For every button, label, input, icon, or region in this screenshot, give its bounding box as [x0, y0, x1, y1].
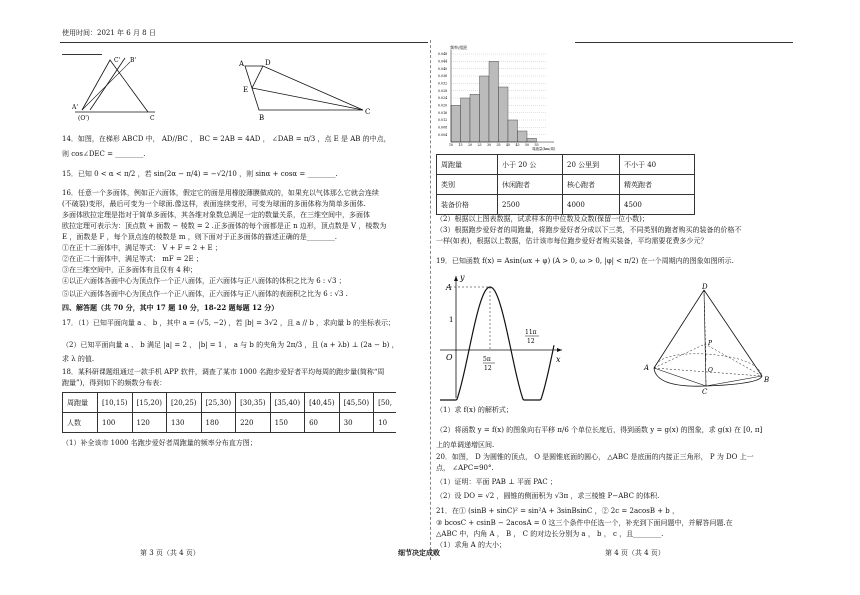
- hist-bar: [470, 94, 480, 142]
- q16-option-5: ⑤以正六面体各面中心为顶点作一个正八面体，正六面体与正八面体的表面积之比为 6 : √3 .: [62, 290, 348, 298]
- q20-line1: 20．如图， D 为圆锥的顶点， O 是圆锥底面的圆心， △ABC 是底面的内接正三角形， P 为 DO 上一: [436, 453, 754, 461]
- fig1-label-a-prime: A': [72, 104, 78, 111]
- sine-graph: [436, 270, 566, 402]
- q16-line5: E ，面数是 F ，每个顶点连的棱数是 m ，则下面对于正多面体的描述正确的是________.: [62, 233, 337, 241]
- sine-label-1: 1: [449, 316, 454, 324]
- hist-x-tick-label: 55: [534, 143, 539, 147]
- header-rule-left: [60, 42, 428, 43]
- sine-axis-y: y: [460, 273, 465, 282]
- hist-x-tick-label: 10: [449, 143, 454, 147]
- fig2-label-e: E: [243, 86, 249, 94]
- q17-part1: 17．（1）已知平面向量 a 、 b ，其中 a = (√5, −2) ，若 |b| = 3√2 ，且 a // b ，求向量 b 的坐标表示；: [62, 319, 396, 327]
- table-cell: 60: [305, 413, 340, 433]
- fig2-label-a: A: [239, 60, 245, 68]
- table-cell: 120: [132, 413, 167, 433]
- hist-bar: [499, 87, 509, 142]
- hist-y-tick-label: 0.012: [438, 118, 448, 123]
- hist-bar: [508, 120, 518, 142]
- cone-label-d: D: [702, 283, 708, 291]
- table-cell: [50,: [374, 393, 396, 413]
- q16-option-3: ③在三维空间中，正多面体有且仅有 4 种；: [62, 266, 197, 274]
- table-cell: 核心跑者: [563, 175, 620, 195]
- q18-part3-line2: 一样(如表)，根据以上数据，估计该市每位跑步爱好者购买装备，平均需要花费多少元？: [436, 237, 708, 245]
- triangle-figure-1: [70, 52, 160, 122]
- table-cell: 不小于 40: [620, 155, 695, 175]
- hist-y-tick-label: 0.024: [438, 96, 448, 101]
- page-footer-right: 第 4 页（共 4 页）: [605, 549, 665, 557]
- table-cell: [10,15): [98, 393, 133, 413]
- page-footer-center: 细节决定成败: [398, 548, 440, 557]
- q18-part3-line1: （3）根据跑步爱好者的周跑量，将跑步爱好者分成以下三类，不同类别的跑者购买的装备的价格不: [436, 226, 742, 234]
- sine-tick-5pi-denom: 12: [484, 365, 492, 372]
- q19-part2-end: 上的单调递增区间.: [436, 441, 495, 449]
- fig2-label-c: C: [365, 108, 371, 116]
- table-cell: 2500: [498, 195, 563, 215]
- hist-x-tick-label: 45: [515, 143, 520, 147]
- hist-y-tick-label: 0.020: [438, 103, 448, 108]
- frequency-histogram: [436, 44, 556, 152]
- hist-y-tick-label: 0.016: [438, 110, 448, 115]
- hist-ylabel: 频率/组距: [450, 45, 468, 50]
- q15: 15．已知 0 < α < π/2 ，若 sin(2α − π/4) = −√2/10 ，则 sinα + cosα = ________.: [62, 170, 338, 178]
- cone-figure: [640, 282, 780, 394]
- fig1-label-c-prime: C': [114, 57, 121, 64]
- cone-label-o: O: [708, 367, 713, 374]
- hist-x-tick-label: 15: [458, 143, 463, 147]
- hist-bar: [480, 76, 490, 142]
- fig1-label-c: C: [150, 115, 155, 122]
- hist-y-tick-label: 0.040: [438, 66, 448, 71]
- cone-label-a: A: [644, 364, 650, 372]
- hist-bar: [518, 131, 528, 142]
- hist-y-tick-label: 0.004: [438, 132, 448, 137]
- hist-y-tick-label: 0.048: [438, 52, 448, 57]
- hist-x-tick-label: 35: [496, 143, 501, 147]
- table-row: [63, 393, 397, 413]
- fig1-label-o-prime: (O'): [78, 115, 90, 122]
- q21-line3: △ABC 中，内角 A ， B ， C 的对边长分别为 a ， b ， c ，且________.: [436, 530, 664, 538]
- table-cell: 人数: [63, 413, 98, 433]
- q19-part2: （2）将函数 y = f(x) 的图象向右平移 π/6 个单位长度后，得到函数 y = g(x) 的图象，求 g(x) 在 [0, π]: [436, 426, 763, 434]
- q21-line2: ③ bcosC + csinB − 2acosA = 0 这三个条件中任选一个，补充到下面问题中，并解答问题.在: [436, 519, 733, 527]
- table-cell: 4500: [620, 195, 695, 215]
- table-cell: [25,30): [201, 393, 236, 413]
- q18-part2: （2）根据以上图表数据，试求样本的中位数及众数(保留一位小数)；: [436, 215, 649, 223]
- sine-origin: O: [446, 353, 453, 362]
- page-divider: [430, 40, 431, 560]
- table-cell: 4000: [563, 195, 620, 215]
- table-row: [437, 155, 695, 175]
- q20-line2: 点， ∠APC=90°.: [436, 464, 494, 472]
- table-cell: [20,25): [167, 393, 202, 413]
- hist-y-tick-label: 0.036: [438, 74, 448, 79]
- q16-line1: 16．任意一个多面体，例如正六面体，假定它的面是用橡胶薄膜做成的，如果充以气体那么它就会连续: [62, 189, 379, 197]
- fig2-label-d: D: [265, 59, 271, 67]
- q19-part1: （1）求 f(x) 的解析式；: [436, 406, 513, 414]
- table-cell: 30: [339, 413, 374, 433]
- q16-line3: 多面体欧拉定理是指对于简单多面体，其各维对象数总满足一定的数量关系，在三维空间中，多面体: [62, 211, 370, 219]
- page-footer-left: 第 3 页（共 4 页）: [140, 549, 200, 557]
- sine-axis-x: x: [556, 355, 561, 364]
- q16-line2: (不破裂)变形，最后可变为一个球面.像这样，表面连续变形，可变为球面的多面体称为简单多面体.: [62, 200, 366, 208]
- hist-bar: [451, 105, 461, 142]
- table-cell: [40,45): [305, 393, 340, 413]
- table-cell: [45,50): [339, 393, 374, 413]
- hist-bar: [461, 98, 471, 142]
- table-cell: [35,40): [270, 393, 305, 413]
- hist-x-tick-label: 30: [487, 143, 492, 147]
- trapezoid-figure: [235, 54, 375, 124]
- q20-part2: （2）设 DO = √2 ，圆锥的侧面积为 √3π ，求三棱锥 P−ABC 的体积.: [436, 492, 660, 500]
- sine-label-a: A: [446, 283, 452, 292]
- table-cell: 精英跑者: [620, 175, 695, 195]
- q17-part2: （2）已知平面向量 a 、 b 满足 |a| = 2 ， |b| = 1 ， a 与 b 的夹角为 2π/3 ，且 (a + λb) ⊥ (2a − b) ，: [62, 341, 399, 349]
- table-cell: 180: [201, 413, 236, 433]
- hist-y-tick-label: 0.044: [438, 59, 448, 64]
- table-cell: 小于 20 公: [498, 155, 563, 175]
- table-cell: 周跑量: [437, 155, 498, 175]
- table-row: [437, 175, 695, 195]
- q14-line1: 14．如图，在梯形 ABCD 中， AD//BC ， BC = 2AB = 4AD ， ∠DAB = π/3 ，点 E 是 AB 的中点，: [62, 135, 391, 143]
- equipment-price-table: [436, 154, 695, 215]
- table-cell: [30,35): [236, 393, 271, 413]
- q16-option-2: ②在正二十面体中，满足等式： mF = 2E ；: [62, 255, 203, 263]
- table-cell: 130: [167, 413, 202, 433]
- hist-bar: [527, 138, 537, 142]
- exam-date: 使用时间：2021 年 6 月 8 日: [62, 29, 156, 37]
- table-cell: 20 公里到: [563, 155, 620, 175]
- table-row: [63, 413, 397, 433]
- hist-bar: [489, 61, 499, 142]
- q21-part1: （1）求角 A 的大小；: [436, 541, 506, 549]
- sine-tick-11pi: 11π: [525, 329, 537, 336]
- hist-y-tick-label: 0.028: [438, 88, 448, 93]
- table-cell: [15,20): [132, 393, 167, 413]
- table-cell: 周跑量: [63, 393, 98, 413]
- table-cell: 装备价格: [437, 195, 498, 215]
- table-cell: 100: [98, 413, 133, 433]
- q17-part2-end: 求 λ 的值.: [62, 355, 95, 363]
- hist-x-tick-label: 40: [506, 143, 511, 147]
- table-cell: 休闲跑者: [498, 175, 563, 195]
- table-cell: 220: [236, 413, 271, 433]
- hist-x-tick-label: 20: [468, 143, 473, 147]
- fig2-label-b: B: [259, 114, 265, 122]
- table-cell: 类别: [437, 175, 498, 195]
- q18-line2: 跑量”)，得到如下的频数分布表：: [62, 379, 167, 387]
- q20-part1: （1）证明：平面 PAB ⊥ 平面 PAC ；: [436, 478, 557, 486]
- q14-line2: 则 cos∠DEC = ________.: [62, 150, 146, 158]
- cone-label-b: B: [764, 376, 770, 384]
- hist-y-tick-label: 0.032: [438, 81, 448, 86]
- sine-tick-5pi: 5π: [483, 356, 491, 363]
- section-4-title: 四、解答题（共 70 分，其中 17 题 10 分，18-22 题每题 12 分）: [62, 303, 279, 312]
- cone-label-p: P: [708, 340, 713, 347]
- hist-xlabel: 周跑量(km/周): [532, 147, 556, 151]
- table-cell: 10: [374, 413, 396, 433]
- sine-tick-11pi-denom: 12: [527, 338, 535, 345]
- q19-stem: 19．已知函数 f(x) = Asin(ωx + φ) (A > 0, ω > 0, |φ| < π/2) 在一个周期内的图象如图所示.: [436, 257, 734, 265]
- q16-line4: 欧拉定理可表示为：顶点数 + 面数 − 棱数 = 2 .正多面体的每个面都是正 n 边形，顶点数是 V ，棱数为: [62, 222, 387, 230]
- q16-option-4: ④以正六面体各面中心为顶点作一个正八面体，正六面体与正八面体的体积之比为 6 : √3 ；: [62, 277, 346, 285]
- hist-y-tick-label: 0.008: [438, 125, 448, 130]
- table-row: [437, 195, 695, 215]
- hist-x-tick-label: 25: [477, 143, 482, 147]
- header-rule-right: [575, 42, 793, 43]
- fig1-label-b-prime: B': [130, 57, 137, 64]
- q21-line1: 21．在① (sinB + sinC)² = sin²A + 3sinBsinC ，② 2c = 2acosB + b ，: [436, 507, 680, 515]
- cone-label-c: C: [702, 388, 708, 394]
- q18-line1: 18．某科研课题组通过一款手机 APP 软件，调查了某市 1000 名跑步爱好者平均每周的跑步量(简称“周: [62, 368, 385, 376]
- q16-option-1: ①在正十二面体中，满足等式： V + F = 2 + E ；: [62, 244, 222, 252]
- table-cell: 150: [270, 413, 305, 433]
- frequency-table: [62, 392, 396, 433]
- hist-x-tick-label: 50: [525, 143, 530, 147]
- q18-sub1: （1）补全该市 1000 名跑步爱好者周跑量的频率分布直方图；: [62, 439, 257, 447]
